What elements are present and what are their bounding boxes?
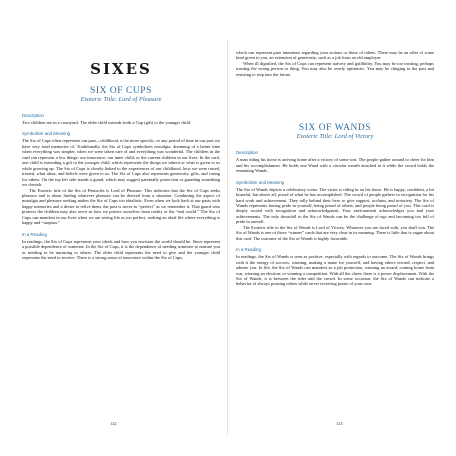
reading-heading: In a Reading xyxy=(236,247,261,253)
reading-paragraph: In readings, the Six of Wands is seen as positive, especially with regards to outcome. The Six of Wands brings with it the energy of success, winning, making a name for yourself, and having others reward, respect, and admire you. In life, the Six of Wands can manifest as a job promotion, winning an award, coming home from war, winning an election, or winning a competition. With all the cheer, there is a power displacement. With the Six of Wands, it is between the rider and the crowd. In some occasion, the Six of Wands can indicate a behavior of always praising others while never receiving praise of your own. xyxy=(236,254,434,287)
card-title-six-of-cups: SIX OF CUPS xyxy=(90,86,152,96)
chapter-title: SIXES xyxy=(90,60,152,78)
esoteric-title-cups: Esoteric Title: Lord of Pleasure xyxy=(80,96,162,103)
symbolism-paragraph-1: The Six of Wands depicts a celebratory scene. The victor is riding in on his horse. He is happy, confident, a bit boastful, but above all, proud of what he has accomplished. The crowd of people gathers in recognition for his hard work and achievement. They rally behind their hero to give support, acclaim, and notoriety. The Six of Wands represents having pride in yourself, being proud of others, and people being proud of you. This card is deeply rooted with recognition and acknowledgment. Your environment acknowledges you and your achievements. The only downfall to the Six of Wands can be the challenge of ego and becoming too full of pride in oneself. xyxy=(236,186,434,225)
symbolism-heading: Symbolism and Meaning xyxy=(236,179,285,185)
card-title-six-of-wands: SIX OF WANDS xyxy=(298,123,372,134)
ill-dignified-paragraph: When ill dignified, the Six of Cups can represent naivety and gullibility. You may be too trusting, perhaps trusting the wrong person or thing. You may also be overly optimistic. You may be clinging to the past and resisting to step into the future. xyxy=(236,60,434,77)
right-page xyxy=(228,0,456,456)
esoteric-title-wands: Esoteric Title: Lord of Victory xyxy=(296,133,374,141)
page-number-right: 123 xyxy=(336,421,343,426)
reading-paragraph: In readings, the Six of Cups represents your ideals and how you envision the world should be. Since represent a possible dependence of someone. In the Six of Cups, it is the dependence of needing someone to nurture you or needing to be nurturing to others. The older child represents the need to give and the younger child represents the need to receive. There is a strong sense of innocence within the Six of Cups, xyxy=(22,238,220,261)
symbolism-paragraph-2: The Esoteric title of the Six of Pentacles is Lord of Pleasure. This indicates that the Six of Cups seeks pleasure and is about finding whatever pleasure can be derived from a situation. Combining the aspect of nostalgia and pleasure seeking makes the Six of Cups too idealistic. Even when we look back at our pasts with happy memories and a desire to relive them, the past is never as “perfect” as we remember it. That guard who protects the children may also serve as how we protect ourselves from reality or the “real world.” The Six of Cups can manifest in our lives when we are seeing life as too perfect, seeking an ideal life where everything is happy and “utopian.” xyxy=(22,187,220,226)
page-number-left: 122 xyxy=(110,421,117,426)
reading-heading: In a Reading xyxy=(22,231,47,237)
description-heading: Description xyxy=(236,150,258,156)
continued-paragraph: which can represent pure intentions regarding your actions or those of others. There may be an offer of some kind given to you, an extension of generosity, such as a job from an old employer. xyxy=(236,50,434,61)
description-heading: Description xyxy=(22,113,44,118)
description-text: Two children are in a courtyard. The older child extends forth a Cup (gift) to the younger child. xyxy=(22,120,192,125)
description-text: A man riding his horse is arriving home after a victory of some sort. The people gather around to cheer for him and his accomplishment. He holds one Wand with a circular wreath attached to it while the crowd holds the remaining Wands. xyxy=(236,157,434,174)
page-gutter xyxy=(227,40,228,436)
symbolism-heading: Symbolism and Meaning xyxy=(22,131,71,137)
symbolism-paragraph-1: The Six of Cups often represents our past—childhood, to be more specific, or any period of time in our past we have very fond memories of. Traditionally, the Six of Cups symbolizes nostalgia, dreaming of a better time when everything was simpler, when we were taken care of and everything was wonderful. The children in the card can represent a few things: our innocence, our inner child, or the current children in our lives. In the card, one child is extending a gift to the younger child, which represents the things we inherit or what is given to us while growing up. The Six of Cups is closely linked to the experiences of our childhood, how we were raised, treated, what ideas, and beliefs were given to us. The Six of Cups also represents generosity, gifts, and caring for others. On the top left side stands a guard, which may suggest parentally protection or guarding something we cherish. xyxy=(22,138,220,188)
symbolism-paragraph-2: The Esoteric title to the Six of Wands is Lord of Victory. Whatever you are faced with, you shall win. The Six of Wands is one of those “winner” cards that are very clear in its meaning. There is little that is vague about this card. The outcome of the Six of Wands is highly favorable. xyxy=(236,224,434,241)
